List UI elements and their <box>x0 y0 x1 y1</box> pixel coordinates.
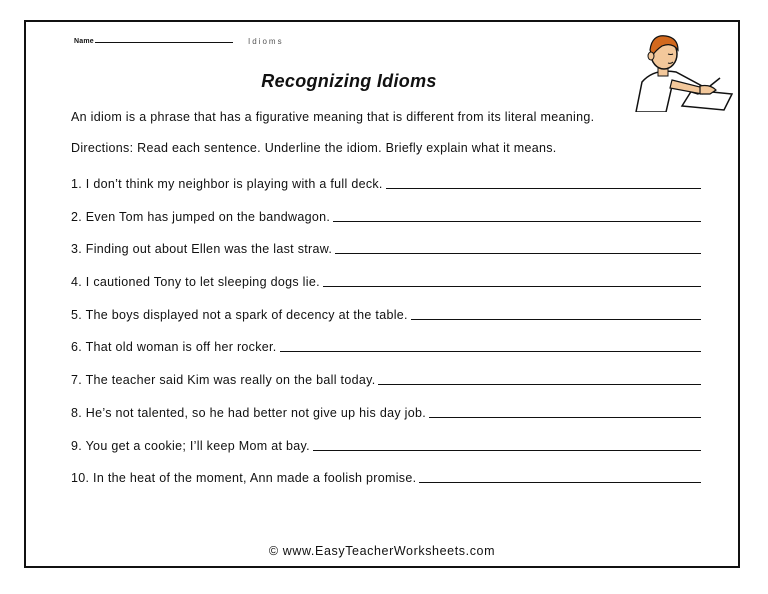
sentence-text: 6. That old woman is off her rocker. <box>71 340 277 355</box>
list-item <box>71 242 701 275</box>
answer-line[interactable] <box>429 406 701 418</box>
list-item <box>71 439 701 472</box>
sentence-text: 2. Even Tom has jumped on the bandwagon. <box>71 209 331 224</box>
directions-text: Directions: Read each sentence. Underline the idiom. Briefly explain what it means. <box>71 141 557 155</box>
answer-line[interactable] <box>323 275 701 287</box>
list-item <box>71 340 701 373</box>
answer-line[interactable] <box>411 308 701 320</box>
name-label: Name <box>74 38 94 45</box>
answer-line[interactable] <box>280 340 701 352</box>
intro-text: An idiom is a phrase that has a figurative meaning that is different from its literal meaning. <box>71 110 595 124</box>
name-line[interactable] <box>95 42 233 43</box>
name-field[interactable] <box>74 38 233 45</box>
list-item <box>71 406 701 439</box>
worksheet-page <box>24 20 740 568</box>
list-item <box>71 471 701 504</box>
sentence-text: 7. The teacher said Kim was really on the ball today. <box>71 373 376 388</box>
list-item <box>71 275 701 308</box>
list-item <box>71 308 701 341</box>
list-item <box>71 373 701 406</box>
sentence-text: 1. I don’t think my neighbor is playing with a full deck. <box>71 177 383 191</box>
answer-line[interactable] <box>335 242 701 254</box>
sentence-text: 5. The boys displayed not a spark of decency at the table. <box>71 307 408 322</box>
sentence-text: 10. In the heat of the moment, Ann made a foolish promise. <box>71 471 417 486</box>
sentence-text: 9. You get a cookie; I’ll keep Mom at bay. <box>71 438 310 453</box>
list-item <box>71 210 701 243</box>
sentence-text: 3. Finding out about Ellen was the last straw. <box>71 242 333 257</box>
answer-line[interactable] <box>378 373 701 385</box>
subject-label: Idioms <box>248 37 284 46</box>
sentence-text: 4. I cautioned Tony to let sleeping dogs lie. <box>71 275 320 290</box>
sentence-list <box>71 177 701 504</box>
answer-line[interactable] <box>386 177 701 189</box>
answer-line[interactable] <box>333 210 701 222</box>
copyright-footer: © www.EasyTeacherWorksheets.com <box>268 544 496 558</box>
list-item <box>71 177 701 210</box>
answer-line[interactable] <box>419 471 701 483</box>
sentence-text: 8. He’s not talented, so he had better not give up his day job. <box>71 405 427 420</box>
student-writing-icon <box>632 24 734 112</box>
answer-line[interactable] <box>313 439 701 451</box>
page-title: Recognizing Idioms <box>261 71 437 91</box>
